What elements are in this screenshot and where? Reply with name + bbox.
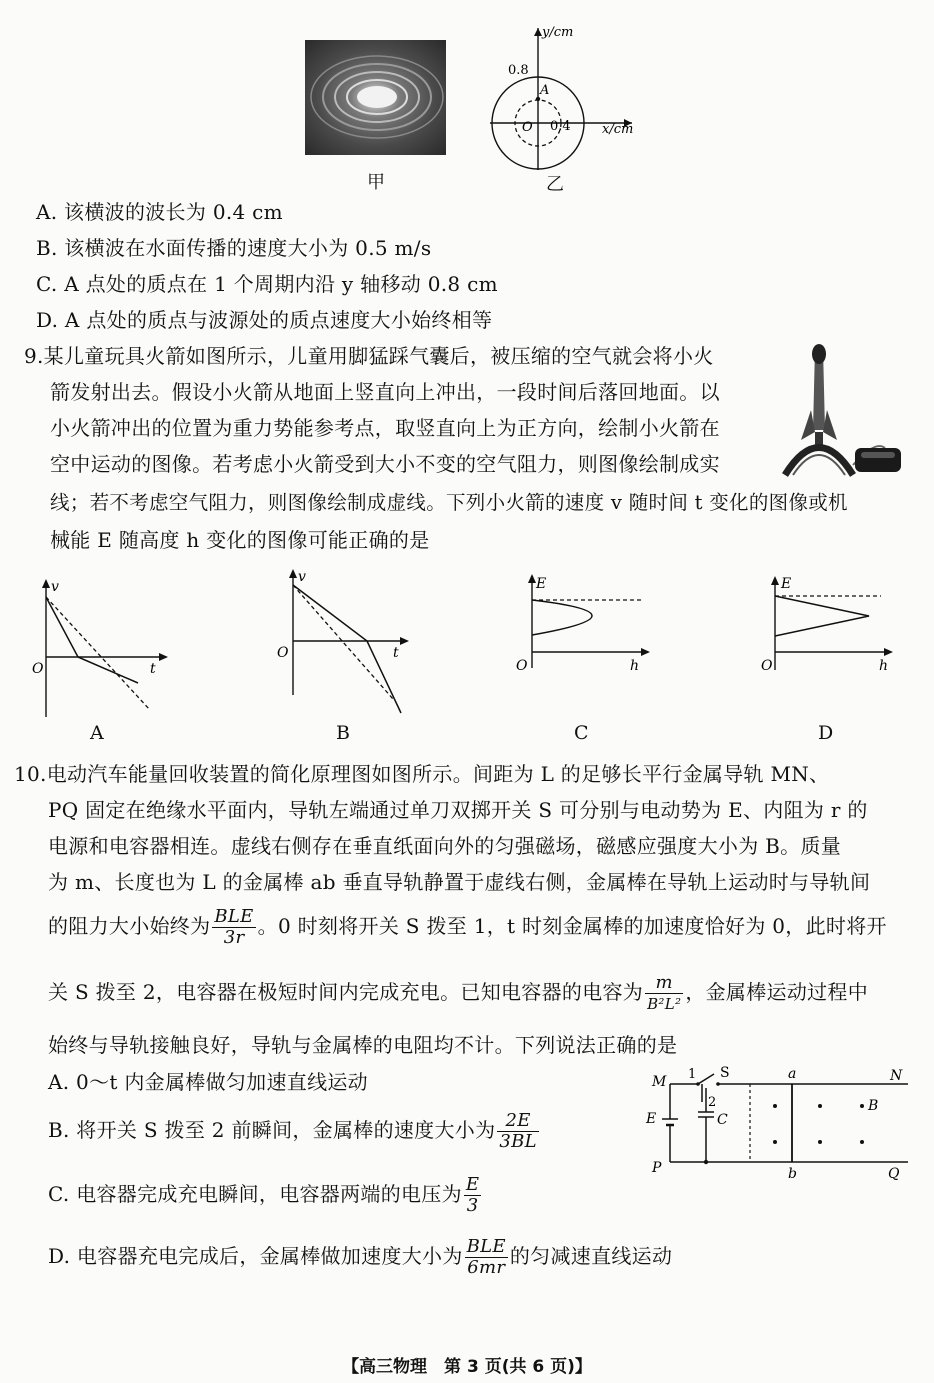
x-axis-label: x/cm	[602, 122, 634, 137]
svg-text:E: E	[646, 1111, 657, 1127]
q10-line-1: 10.电动汽车能量回收装置的简化原理图如图所示。间距为 L 的足够长平行金属导轨 MN、	[14, 762, 830, 786]
q10-option-c: C. 电容器完成充电瞬间，电容器两端的电压为 $\frac{E}{3}$	[48, 1174, 480, 1216]
graph-d-label: D	[818, 722, 834, 744]
graph-d	[755, 572, 895, 675]
graph-c-label: C	[574, 722, 589, 744]
q10-line-7: 始终与导轨接触良好，导轨与金属棒的电阻均不计。下列说法正确的是	[48, 1033, 678, 1057]
q9-line-3: 小火箭冲出的位置为重力势能参考点，取竖直向上为正方向，绘制小火箭在	[50, 416, 720, 440]
svg-text:M: M	[652, 1074, 667, 1090]
svg-text:N: N	[890, 1068, 903, 1084]
q10-option-b: B. 将开关 S 拨至 2 前瞬间，金属棒的速度大小为 $\frac{2E}{3BL}$	[48, 1110, 537, 1152]
svg-text:E: E	[781, 576, 792, 592]
svg-text:O: O	[32, 661, 44, 677]
graph-c	[512, 570, 652, 675]
q10-option-a: A. 0～t 内金属棒做匀加速直线运动	[48, 1070, 368, 1094]
q8-option-a: A. 该横波的波长为 0.4 cm	[36, 200, 283, 224]
svg-text:t: t	[150, 661, 156, 677]
q10-option-d: D. 电容器充电完成后，金属棒做加速度大小为 $\frac{\text{BLE}}{6mr}$ 的匀减速直线运动	[48, 1236, 673, 1278]
svg-text:O: O	[277, 645, 289, 661]
svg-text:b: b	[788, 1166, 797, 1182]
frac-capacitance: $\frac{m}{\text{B²L²}}$	[647, 972, 682, 1013]
graph-b-label: B	[336, 722, 350, 744]
fig-yi-caption: 乙	[546, 174, 564, 195]
q8-option-b: B. 该横波在水面传播的速度大小为 0.5 m/s	[36, 236, 432, 260]
svg-text:v: v	[51, 579, 59, 595]
q9-line-6: 械能 E 随高度 h 变化的图像可能正确的是	[50, 528, 430, 552]
svg-text:E: E	[536, 576, 547, 592]
svg-text:h: h	[879, 658, 889, 674]
fig-jia-caption: 甲	[367, 172, 385, 193]
water-ripple-photo	[305, 40, 446, 155]
q10-line-2: PQ 固定在绝缘水平面内，导轨左端通过单刀双掷开关 S 可分别与电动势为 E、内阻为 r 的	[48, 798, 868, 822]
y-axis-label: y/cm	[542, 25, 574, 40]
svg-text:B: B	[868, 1098, 879, 1114]
circuit-diagram	[640, 1064, 915, 1184]
svg-text:O: O	[761, 658, 773, 674]
q9-line-1: 9.某儿童玩具火箭如图所示，儿童用脚猛踩气囊后，被压缩的空气就会将小火	[24, 344, 714, 368]
q8-option-c: C. A 点处的质点在 1 个周期内沿 y 轴移动 0.8 cm	[36, 272, 498, 296]
q9-line-5: 线；若不考虑空气阻力，则图像绘制成虚线。下列小火箭的速度 v 随时间 t 变化的图像或机	[50, 491, 848, 514]
graph-b	[275, 565, 415, 720]
graph-a	[28, 575, 168, 720]
svg-text:a: a	[788, 1066, 797, 1082]
page-footer: 【高三物理 第 3 页(共 6 页)】	[342, 1357, 592, 1377]
q9-line-2: 箭发射出去。假设小火箭从地面上竖直向上冲出，一段时间后落回地面。以	[50, 380, 720, 404]
svg-text:Q: Q	[888, 1166, 900, 1182]
toy-rocket-image	[775, 340, 905, 485]
svg-text:h: h	[630, 658, 640, 674]
q10-line-6: 关 S 拨至 2，电容器在极短时间内完成充电。已知电容器的电容为 $\frac{m}{\text{B²L²}}$ ，金属棒运动过程中	[48, 972, 869, 1013]
svg-text:P: P	[652, 1160, 662, 1176]
svg-text:2: 2	[708, 1095, 717, 1110]
svg-text:1: 1	[688, 1067, 697, 1082]
q10-line-3: 电源和电容器相连。虚线右侧存在垂直纸面向外的匀强磁场，磁感应强度大小为 B。质量	[48, 834, 842, 858]
q10-line-4: 为 m、长度也为 L 的金属棒 ab 垂直导轨静置于虚线右侧，金属棒在导轨上运动时与导轨间	[48, 870, 871, 894]
svg-text:O: O	[516, 658, 528, 674]
frac-ble-3r: $\frac{\text{BLE}}{3r}$	[214, 906, 254, 948]
wave-circle-diagram	[484, 22, 644, 172]
svg-text:C: C	[717, 1112, 728, 1128]
svg-text:v: v	[298, 569, 306, 585]
q8-option-d: D. A 点处的质点与波源处的质点速度大小始终相等	[36, 308, 493, 332]
svg-text:t: t	[393, 645, 399, 661]
origin-label: O	[522, 120, 533, 135]
graph-a-label: A	[90, 722, 104, 744]
q10-line-5: 的阻力大小始终为 $\frac{\text{BLE}}{3r}$ 。0 时刻将开关 S 拨至 1，t 时刻金属棒的加速度恰好为 0，此时将开	[48, 906, 887, 948]
svg-text:S: S	[720, 1065, 730, 1081]
label-0-8: 0.8	[508, 63, 529, 78]
q9-line-4: 空中运动的图像。若考虑小火箭受到大小不变的空气阻力，则图像绘制成实	[50, 452, 720, 476]
point-a-label: A	[540, 83, 550, 98]
label-0-4: 0.4	[550, 119, 571, 134]
